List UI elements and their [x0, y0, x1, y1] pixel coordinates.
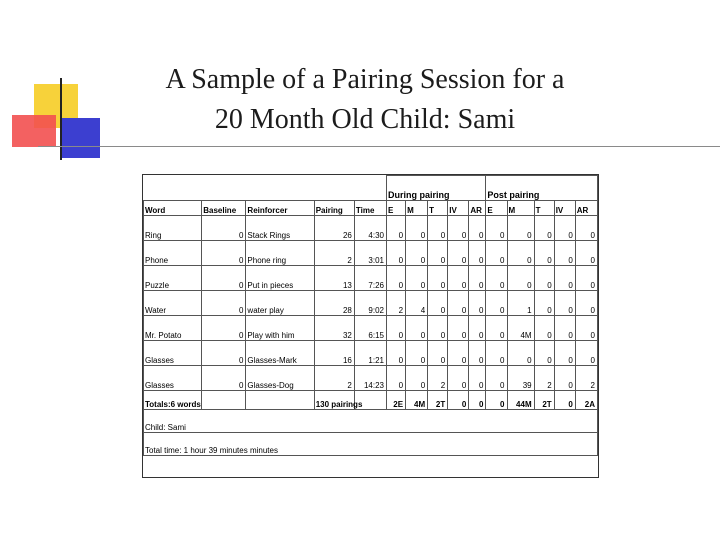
- table-row: [144, 341, 598, 366]
- table-cell: 0: [507, 266, 534, 291]
- table-cell: 0: [386, 241, 405, 266]
- table-cell: 0: [386, 366, 405, 391]
- column-header: IV: [448, 201, 469, 216]
- table-cell: 1: [507, 291, 534, 316]
- table-cell: 2: [534, 366, 554, 391]
- table-cell: 0: [554, 216, 575, 241]
- table-cell: 0: [554, 341, 575, 366]
- totals-cell: 2T: [534, 391, 554, 410]
- table-cell: 0: [428, 216, 448, 241]
- post-pairing-header: Post pairing: [486, 176, 598, 201]
- table-cell: 0: [575, 241, 597, 266]
- table-cell: 0: [575, 316, 597, 341]
- table-cell: 7:26: [354, 266, 386, 291]
- table-cell: 32: [314, 316, 354, 341]
- table-cell: 2: [386, 291, 405, 316]
- table-cell: Glasses: [144, 366, 202, 391]
- table-cell: 0: [486, 341, 507, 366]
- table-cell: 13: [314, 266, 354, 291]
- table-cell: 3:01: [354, 241, 386, 266]
- table-cell: 0: [469, 216, 486, 241]
- table-cell: 2: [575, 366, 597, 391]
- totals-cell: Totals:6 words: [144, 391, 202, 410]
- totals-cell: 2E: [386, 391, 405, 410]
- table-row: [144, 316, 598, 341]
- pairing-table: [142, 174, 599, 478]
- table-cell: 0: [575, 216, 597, 241]
- table-cell: 0: [486, 216, 507, 241]
- column-header: Pairing: [314, 201, 354, 216]
- table-cell: Play with him: [246, 316, 314, 341]
- table-cell: 0: [534, 341, 554, 366]
- table-cell: 0: [406, 266, 428, 291]
- decor-red-square: [12, 115, 56, 147]
- table-cell: 0: [406, 216, 428, 241]
- during-pairing-header: During pairing: [386, 176, 485, 201]
- table-cell: 0: [448, 366, 469, 391]
- column-header: E: [486, 201, 507, 216]
- title-underline: [38, 146, 720, 147]
- table-cell: 6:15: [354, 316, 386, 341]
- slide-title: [120, 60, 610, 140]
- totals-cell: 4M: [406, 391, 428, 410]
- table-cell: Phone: [144, 241, 202, 266]
- table-cell: Water: [144, 291, 202, 316]
- table-cell: 0: [448, 266, 469, 291]
- table-cell: 0: [448, 341, 469, 366]
- table-cell: 0: [448, 241, 469, 266]
- total-time: Total time: 1 hour 39 minutes minutes: [144, 433, 598, 456]
- table-cell: 0: [554, 291, 575, 316]
- table-cell: 0: [469, 291, 486, 316]
- totals-cell: 0: [554, 391, 575, 410]
- table-cell: 4:30: [354, 216, 386, 241]
- totals-cell: 44M: [507, 391, 534, 410]
- table-cell: 0: [202, 241, 246, 266]
- table-cell: 0: [202, 341, 246, 366]
- table-cell: 0: [386, 341, 405, 366]
- table-cell: 14:23: [354, 366, 386, 391]
- table-cell: water play: [246, 291, 314, 316]
- column-header: Time: [354, 201, 386, 216]
- table-cell: 2: [428, 366, 448, 391]
- table-cell: 0: [386, 216, 405, 241]
- table-cell: 0: [534, 216, 554, 241]
- table-cell: 0: [428, 241, 448, 266]
- column-header: Baseline: [202, 201, 246, 216]
- column-header: T: [534, 201, 554, 216]
- title-line-2: 20 Month Old Child: Sami: [214, 104, 516, 135]
- table-cell: 0: [469, 241, 486, 266]
- table-cell: 39: [507, 366, 534, 391]
- totals-cell: 2A: [575, 391, 597, 410]
- table-cell: 1:21: [354, 341, 386, 366]
- table-cell: 0: [534, 316, 554, 341]
- table-cell: 0: [448, 316, 469, 341]
- table-cell: 0: [202, 266, 246, 291]
- table-cell: 0: [486, 266, 507, 291]
- table-cell: Ring: [144, 216, 202, 241]
- table-cell: 0: [507, 216, 534, 241]
- table-cell: 4M: [507, 316, 534, 341]
- table-cell: 0: [469, 366, 486, 391]
- table-cell: 0: [486, 241, 507, 266]
- column-header: T: [428, 201, 448, 216]
- table-cell: Puzzle: [144, 266, 202, 291]
- table-cell: 0: [469, 316, 486, 341]
- column-header: AR: [469, 201, 486, 216]
- column-header-row: [144, 201, 598, 216]
- totals-cell: 0: [486, 391, 507, 410]
- table-cell: Glasses-Dog: [246, 366, 314, 391]
- table-cell: 0: [202, 291, 246, 316]
- table-cell: Put in pieces: [246, 266, 314, 291]
- totals-cell: 130 pairings: [314, 391, 354, 410]
- table-row: [144, 216, 598, 241]
- table-row: [144, 366, 598, 391]
- table-cell: 16: [314, 341, 354, 366]
- table-cell: 0: [202, 316, 246, 341]
- table-row: [144, 291, 598, 316]
- decor-blue-square: [60, 118, 100, 158]
- totals-row: [144, 391, 598, 410]
- table-cell: 2: [314, 366, 354, 391]
- table-cell: Glasses-Mark: [246, 341, 314, 366]
- totals-cell: 2T: [428, 391, 448, 410]
- table-cell: 0: [448, 291, 469, 316]
- table-cell: Glasses: [144, 341, 202, 366]
- table-cell: 0: [406, 366, 428, 391]
- table-cell: 0: [507, 341, 534, 366]
- table-cell: 0: [534, 241, 554, 266]
- child-name: Child: Sami: [144, 410, 598, 433]
- column-header: Word: [144, 201, 202, 216]
- table-cell: 0: [486, 291, 507, 316]
- table-cell: 0: [386, 266, 405, 291]
- table-cell: 0: [428, 291, 448, 316]
- column-header: E: [386, 201, 405, 216]
- table-cell: 0: [386, 316, 405, 341]
- table-cell: 0: [486, 316, 507, 341]
- table-cell: 0: [575, 341, 597, 366]
- table-cell: Mr. Potato: [144, 316, 202, 341]
- table-cell: 0: [554, 366, 575, 391]
- table-cell: 0: [202, 366, 246, 391]
- table-cell: 0: [575, 291, 597, 316]
- totals-cell: 0: [469, 391, 486, 410]
- decor-vertical-line: [60, 78, 62, 160]
- table-cell: 0: [202, 216, 246, 241]
- table-cell: Stack Rings: [246, 216, 314, 241]
- table-cell: 0: [554, 266, 575, 291]
- table-cell: 0: [428, 341, 448, 366]
- table-cell: 0: [534, 291, 554, 316]
- table-cell: 0: [486, 366, 507, 391]
- table-cell: 28: [314, 291, 354, 316]
- table-cell: 0: [406, 241, 428, 266]
- table-row: [144, 266, 598, 291]
- table-cell: 2: [314, 241, 354, 266]
- table-cell: 26: [314, 216, 354, 241]
- column-header: IV: [554, 201, 575, 216]
- table-cell: 0: [534, 266, 554, 291]
- table-cell: 0: [554, 241, 575, 266]
- table-cell: 4: [406, 291, 428, 316]
- table-cell: 0: [406, 341, 428, 366]
- table-cell: 0: [507, 241, 534, 266]
- table-cell: 0: [554, 316, 575, 341]
- table-cell: 0: [575, 266, 597, 291]
- table-cell: 0: [428, 316, 448, 341]
- column-header: Reinforcer: [246, 201, 314, 216]
- table-cell: 0: [428, 266, 448, 291]
- column-header: AR: [575, 201, 597, 216]
- totals-cell: 0: [448, 391, 469, 410]
- column-header: M: [406, 201, 428, 216]
- table-cell: 9:02: [354, 291, 386, 316]
- totals-cell: [246, 391, 314, 410]
- totals-cell: [202, 391, 246, 410]
- table-row: [144, 241, 598, 266]
- table-cell: 0: [469, 266, 486, 291]
- group-header-row: [144, 176, 598, 201]
- table-cell: 0: [469, 341, 486, 366]
- title-line-1: A Sample of a Pairing Session for a: [165, 64, 565, 95]
- table-cell: 0: [448, 216, 469, 241]
- column-header: M: [507, 201, 534, 216]
- table-cell: Phone ring: [246, 241, 314, 266]
- table-cell: 0: [406, 316, 428, 341]
